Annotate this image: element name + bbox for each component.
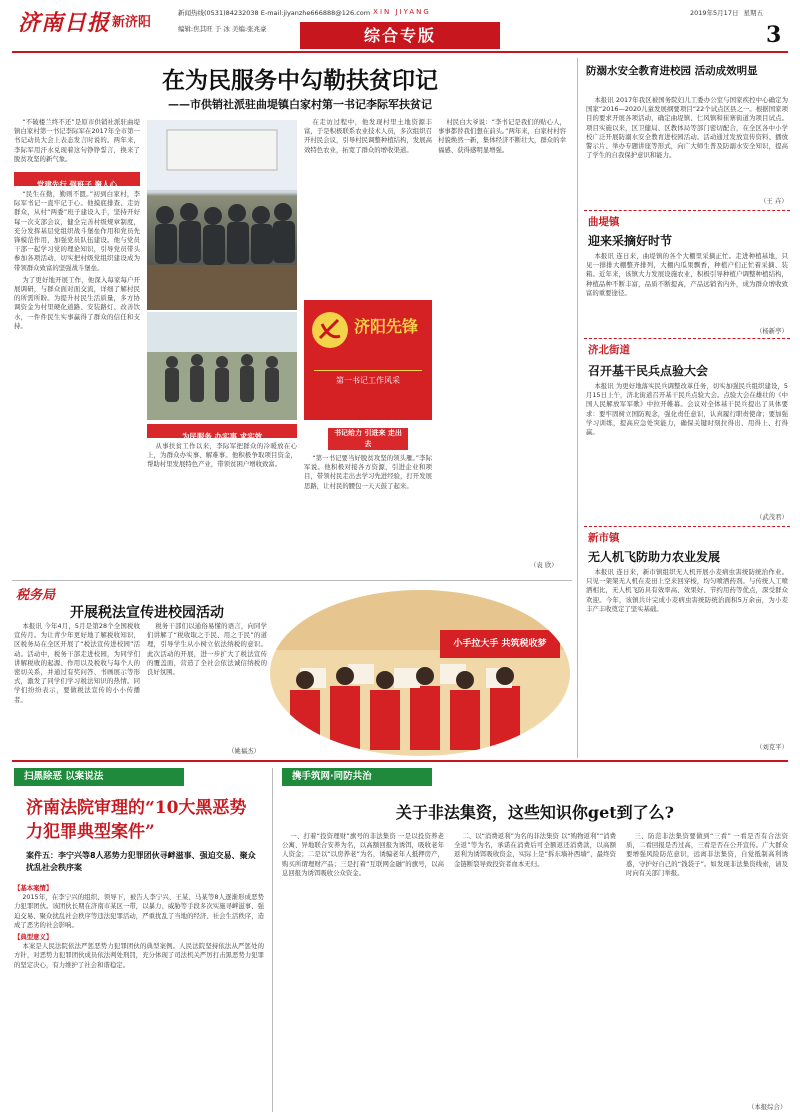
section-banner <box>300 22 500 49</box>
tax-divider <box>12 580 572 581</box>
drowning-body: 本报讯 2017年我区被国务院妇儿工委办公室与国家疾控中心确定为国家“2016—2020儿童发展纲要项目”22个试点区县之一。根据国家项目的要求开展各项活动，确定曲堤镇、仁风镇和崔寨街道为项目试点。项目实施以来，区卫健局、区教体局等部门密切配合，在全区各中小学校广泛开展防溺水安全教育进校园活动。活动通过发放宣传资料、播放警示片、举办专题讲座等形式，向广大师生普及防溺水安全知识，提高了学生的自我保护意识和能力。 <box>586 96 788 160</box>
meeting-photo-drawing <box>147 120 297 310</box>
lead-col3-body <box>304 118 432 298</box>
bottom-divider <box>12 760 788 762</box>
finance-body-2: 二、以“消费返利”为名的非法集资 以“购物返利”“消费全返”等为名，承诺在消费后可全额返还消费款，以高额返利为诱饵吸收资金，实际上是“拆东墙补西墙”，最终资金链断裂导致投资者血本无归。 <box>454 832 616 868</box>
xinshi-divider <box>584 526 790 527</box>
tax-body: 本报讯 今年4月，5月是第28个全国税收宣传月。为让青少年更好地了解税收知识，区税务局在全区开展了“税法宣传进校园”活动。活动中，税务干部走进校园，为同学们讲解税收的起源、作用以及税收与每个人的密切关系，并通过有奖问答、书画展示等形式，激发了同学们学习税法知识的热情。同学们纷纷表示，要做税法宣传的小小传播者。 <box>14 622 140 704</box>
page-number: 3 <box>766 22 782 48</box>
lead-col4-body <box>438 118 566 418</box>
anti-gang-headline: 济南法院审理的“10大黑恶势力犯罪典型案件” <box>26 798 247 842</box>
lead-subhead-2-text: 为民服务 办实事 求实效 <box>181 432 263 441</box>
tax-body-2: 税务干部们以通俗易懂的语言，向同学们讲解了“税收取之于民、用之于民”的道理，引导学生从小树立依法纳税的意识。此次活动的开展，进一步扩大了税法宣传的覆盖面，营造了全社会依法诚信纳税的良好氛围。 <box>147 622 267 677</box>
lead-subhead-3 <box>328 428 408 450</box>
qudi-byline: （杨新亭） <box>756 327 788 335</box>
case-body-2: 本案是人民法院依法严惩恶势力犯罪团伙的典型案例。人民法院坚持依法从严惩处的方针，对恶势力犯罪团伙成员依法判处刑罚，充分体现了司法机关严厉打击黑恶势力犯罪的坚定决心，有力维护了社会和谐稳定。 <box>14 942 264 969</box>
weekday-text: 星期五 <box>743 9 764 17</box>
finance-body-1: 一、打着“投资理财”旗号的非法集资 一是以投资养老公寓、异地联合安养为名，以高额回报为诱饵，吸收老年人资金；二是以“以房养老”为名，诱骗老年人抵押房产，购买所谓理财产品；三是打着“互联网金融”的旗号，以高息回报为诱饵吸收公众资金。 <box>282 832 444 877</box>
jibei-headline: 召开基干民兵点验大会 <box>588 364 709 378</box>
tax-byline: （姚福杰） <box>228 747 260 755</box>
masthead-rule <box>12 51 788 53</box>
students-photo-drawing <box>270 590 570 756</box>
newspaper-logo: 济南日报 <box>18 10 111 36</box>
xinshi-body: 本报讯 连日来，新市镇组织无人机开展小麦病虫害统防统治作业。只见一架架无人机在麦田上空来回穿梭，均匀喷洒药剂。与传统人工喷洒相比，无人机飞防具有效率高、效果好、节约用药等优点，深受群众欢迎。今年，该镇共计完成小麦病虫害统防统治面积5万余亩，为小麦丰产丰收奠定了坚实基础。 <box>586 568 788 613</box>
tax-col1 <box>14 622 140 740</box>
finance-col3 <box>626 832 788 1100</box>
editors: 编辑:焦其旺 于 冰 美编:张兆豪 <box>178 25 267 33</box>
banner-title: 济阳先锋 <box>354 317 419 336</box>
jibei-body: 本报讯 为更好地落实民兵调整改革任务，切实加强民兵组织建设，5月15日上午，济北街道召开基干民兵点验大会。点验大会在雄壮的《中国人民解放军军歌》中拉开帷幕。会议对全体基干民兵提出了具体要求：要牢固树立国防观念，强化责任意识，认真履行职责使命；要加强学习训练，提高应急处突能力，确保关键时刻拉得出、用得上、打得赢。 <box>586 382 788 437</box>
finance-headline: 关于非法集资，这些知识你get到了么? <box>395 803 675 822</box>
lead-intro <box>14 118 140 170</box>
anti-gang-case: 案件五：李宁兴等8人恶势力犯罪团伙寻衅滋事、强迫交易、聚众扰乱社会秩序案 <box>26 851 256 872</box>
lead-para-3: 从事扶贫工作以来，李际军把群众的冷暖放在心上，为群众办实事、解难事。他积极争取项目资金，帮助村里发展特色产业，带领贫困户增收致富。 <box>147 442 297 469</box>
issue-date <box>690 8 763 17</box>
jibei-tag: 济北街道 <box>588 344 630 356</box>
lead-col3-lower <box>304 454 432 574</box>
lead-photo-group <box>147 312 297 420</box>
qudi-tag: 曲堤镇 <box>588 216 620 228</box>
lead-intro-text: “不破楼兰终不还”是原市供销社派驻曲堤镇白家村第一书记李际军在2017年全市第一书记动员大会上表态发言时说的。两年来，李际军用汗水兑现着这句铮铮誓言，换来了脱贫攻坚的新气象。 <box>14 118 140 163</box>
anti-gang-body-box <box>14 884 264 1112</box>
case-heading-2: 【典型意义】 <box>14 933 53 942</box>
qudi-divider <box>584 210 790 211</box>
lead-para-5: “第一书记要当好脱贫攻坚的领头雁。”李际军说。他积极对接各方资源，引进企业和项目，带领村民走出去学习先进经验，打开发展思路，让村民的腰包一天天鼓了起来。 <box>304 454 432 490</box>
lead-subhead-1-text: 党建先行 强班子 聚人心 <box>36 180 118 189</box>
jibei-byline: （武茂君） <box>756 513 788 521</box>
bottom-column-divider <box>272 768 273 1112</box>
xinshi-body-box <box>586 568 788 738</box>
drowning-body-box <box>586 96 788 194</box>
qudi-body-box <box>586 252 788 326</box>
tax-photo-students <box>270 590 570 756</box>
drowning-headline: 防溺水安全教育进校园 活动成效明显 <box>586 65 758 77</box>
jiyang-pioneer-banner <box>304 300 432 420</box>
finance-col1 <box>282 832 444 1110</box>
lead-para-2: 为了更好地开展工作，他深入每家每户开展调研，与群众面对面交流，详细了解村民的所需所盼。为提升村民生活质量，多方协调资金为村里硬化道路、安装路灯、改善饮水，一件件民生实事赢得了群众的信任和支持。 <box>14 275 140 330</box>
anti-gang-tag: 扫黑除恶 以案说法 <box>24 771 104 782</box>
xinshi-tag: 新市镇 <box>588 532 620 544</box>
xinshi-byline: （刘克平） <box>756 743 788 751</box>
lead-subhead-1 <box>14 172 140 189</box>
lead-subhead-3-text: 书记给力 引进来 走出去 <box>334 429 402 448</box>
lead-para-4: 在走访过程中，他发现村里土地资源丰富，于是积极联系农业技术人员，多次组织召开村民会议，引导村民调整种植结构，发展高效特色农业，拓宽了群众的增收渠道。 <box>304 118 432 154</box>
tax-tag: 税务局 <box>16 588 56 603</box>
group-photo-drawing <box>147 312 297 420</box>
finance-tag: 携手筑网·同防共治 <box>292 771 372 782</box>
lead-col1-body <box>14 190 140 574</box>
tax-headline: 开展税法宣传进校园活动 <box>70 605 224 621</box>
jibei-divider <box>584 338 790 339</box>
case-heading-1: 【基本案情】 <box>14 884 53 892</box>
finance-body-3: 三、防范非法集资要做到“三看” 一看是否有合法资质，二看回报是否过高，三看是否在公开宣传。广大群众要增强风险防范意识，远离非法集资，自觉抵制高利诱惑，守护好自己的“钱袋子”。如发现非法集资线索，请及时向有关部门举报。 <box>626 832 788 877</box>
qudi-headline: 迎来采摘好时节 <box>588 234 673 248</box>
jibei-body-box <box>586 382 788 510</box>
edition-name: 新济阳 <box>112 15 152 30</box>
lead-para-6: 村民白大爷说：“李书记是我们的贴心人，事事都替我们想在前头。”两年来，白家村村容村貌焕然一新，集体经济不断壮大，群众的幸福感、获得感明显增强。 <box>438 118 566 154</box>
finance-tag-box <box>282 768 432 786</box>
lead-byline: （袁 欣） <box>530 561 558 569</box>
lead-subheadline: ——市供销社派驻曲堤镇白家村第一书记李际军扶贫记 <box>168 98 432 111</box>
banner-tag: 第一书记工作风采 <box>314 370 422 386</box>
date-text: 2019年5月17日 <box>690 9 739 17</box>
lead-para-1: “民生在勤，勤则不匮。”初到白家村，李际军书记一直牢记于心。他摸底排查、走访群众，从村“两委”班子建设入手，坚持开好每一次支部会议，健全完善村级规章制度，充分发挥基层党组织战斗堡垒作用和党员先锋模范作用，加强党员队伍建设。他与党员干部一起学习党的理论知识，引导党员带头参加各项活动，切实把村级党组织建设成为带领群众致富的坚强战斗堡垒。 <box>14 190 140 272</box>
anti-gang-tag-box <box>14 768 184 786</box>
section-title: 综合专版 <box>363 26 436 45</box>
right-column-divider <box>577 58 578 758</box>
finance-byline: （本报综合） <box>748 1103 787 1111</box>
case-body-1: 2015年，在李宁兴的组织、领导下，被告人李宁兴、王某、马某等8人逐渐形成恶势力犯罪团伙。该团伙长期在济南市某区一带，以暴力、威胁等手段多次实施寻衅滋事、强迫交易、聚众扰乱社会秩序等违法犯罪活动，严重扰乱了当地的经济、社会生活秩序，造成了恶劣的社会影响。 <box>14 893 264 929</box>
lead-subhead-2 <box>147 424 297 441</box>
party-emblem-icon <box>310 310 350 350</box>
lead-photo-meeting <box>147 120 297 310</box>
drowning-byline: （王 卉） <box>760 197 788 205</box>
lead-headline: 在为民服务中勾勒扶贫印记 <box>162 67 438 94</box>
masthead <box>0 0 800 56</box>
edition-pinyin: XIN JIYANG <box>373 8 431 16</box>
lead-col2-body <box>147 442 297 574</box>
tax-photo-banner: 小手拉大手 共筑税收梦 <box>453 639 547 649</box>
hotline: 新闻热线(0531)84232038 E-mail:jiyanzhe666888@126.com <box>178 9 371 17</box>
xinshi-headline: 无人机飞防助力农业发展 <box>588 550 721 564</box>
qudi-body: 本报讯 连日来，曲堤镇的各个大棚里采摘正忙。走进种植基地，只见一排排大棚整齐排列，大棚内瓜果飘香，种植户们正忙着采摘、装箱。近年来，该镇大力发展设施农业，积极引导种植户调整种植结构，种植品种不断丰富，品质不断提高，产品远销省内外，成为群众增收致富的重要途径。 <box>586 252 788 297</box>
tax-col2 <box>147 622 267 740</box>
finance-col2 <box>454 832 616 1110</box>
